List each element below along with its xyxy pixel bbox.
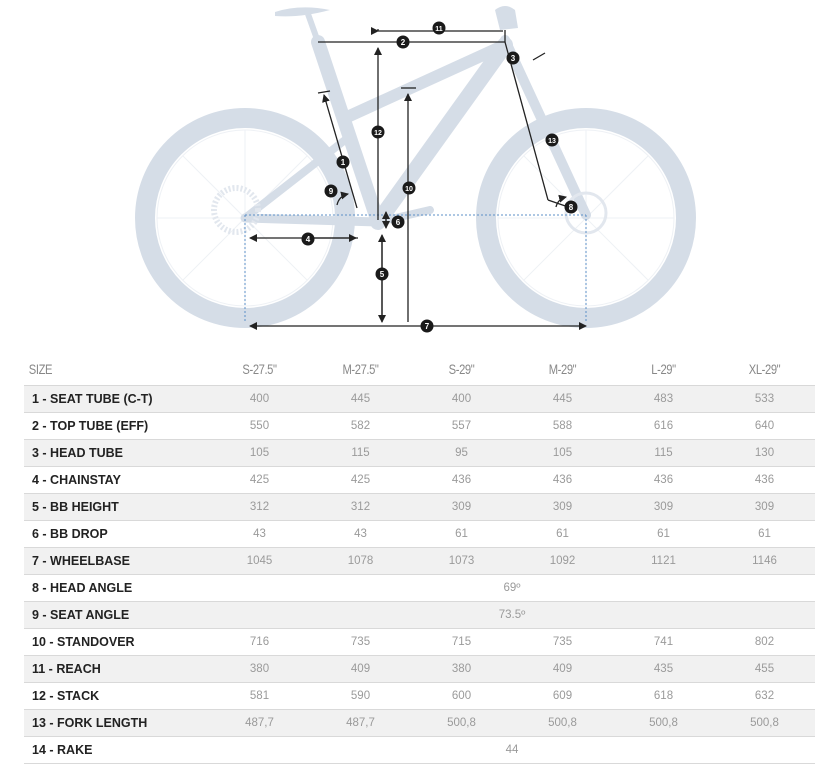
row-value: 309 [411, 494, 512, 521]
row-value: 500,8 [613, 710, 714, 737]
row-label: 9 - SEAT ANGLE [24, 602, 209, 629]
row-value: 409 [310, 656, 411, 683]
table-row [24, 386, 815, 413]
table-row [24, 467, 815, 494]
marker-3 [507, 52, 520, 65]
size-column-header: S-29" [421, 352, 502, 386]
marker-8 [565, 201, 578, 214]
row-value: 715 [411, 629, 512, 656]
marker-5 [376, 268, 389, 281]
row-value: 105 [512, 440, 613, 467]
row-value: 130 [714, 440, 815, 467]
size-header: SIZE [24, 352, 172, 386]
row-value: 105 [209, 440, 310, 467]
table-body [24, 386, 815, 764]
marker-4 [302, 233, 315, 246]
row-value: 425 [209, 467, 310, 494]
bike-geometry-diagram [0, 0, 840, 345]
row-value: 500,8 [714, 710, 815, 737]
row-value: 61 [613, 521, 714, 548]
row-value: 400 [209, 386, 310, 413]
row-label: 4 - CHAINSTAY [24, 467, 209, 494]
marker-1 [337, 156, 350, 169]
row-value: 533 [714, 386, 815, 413]
row-value: 445 [310, 386, 411, 413]
row-value: 741 [613, 629, 714, 656]
row-value: 115 [613, 440, 714, 467]
row-label: 6 - BB DROP [24, 521, 209, 548]
svg-text:6: 6 [395, 218, 401, 227]
table-row [24, 710, 815, 737]
row-value: 400 [411, 386, 512, 413]
row-value: 483 [613, 386, 714, 413]
row-value: 312 [209, 494, 310, 521]
svg-text:13: 13 [548, 138, 556, 145]
row-value: 582 [310, 413, 411, 440]
row-label: 12 - STACK [24, 683, 209, 710]
svg-text:11: 11 [435, 26, 443, 33]
svg-text:2: 2 [400, 38, 406, 47]
row-value: 61 [411, 521, 512, 548]
row-value: 500,8 [512, 710, 613, 737]
size-column-header: XL-29" [724, 352, 805, 386]
svg-text:5: 5 [379, 270, 385, 279]
row-label: 8 - HEAD ANGLE [24, 575, 209, 602]
table-row [24, 737, 815, 764]
size-column-header: S-27.5" [219, 352, 300, 386]
row-value: 435 [613, 656, 714, 683]
row-value: 616 [613, 413, 714, 440]
svg-text:10: 10 [405, 186, 413, 193]
row-value: 455 [714, 656, 815, 683]
row-value: 600 [411, 683, 512, 710]
size-column-header: L-29" [623, 352, 704, 386]
row-value: 61 [714, 521, 815, 548]
row-value: 436 [512, 467, 613, 494]
row-value: 425 [310, 467, 411, 494]
svg-text:1: 1 [340, 158, 346, 167]
row-value: 1146 [714, 548, 815, 575]
row-value: 1092 [512, 548, 613, 575]
row-value: 380 [209, 656, 310, 683]
table-row [24, 575, 815, 602]
row-shared-value: 69º [209, 575, 815, 602]
row-value: 95 [411, 440, 512, 467]
row-label: 13 - FORK LENGTH [24, 710, 209, 737]
row-value: 500,8 [411, 710, 512, 737]
row-value: 436 [411, 467, 512, 494]
geometry-table [24, 352, 815, 764]
row-value: 309 [512, 494, 613, 521]
row-value: 609 [512, 683, 613, 710]
row-value: 590 [310, 683, 411, 710]
row-value: 487,7 [209, 710, 310, 737]
svg-text:4: 4 [305, 235, 311, 244]
table-header-row [24, 352, 815, 386]
row-value: 445 [512, 386, 613, 413]
table-row [24, 440, 815, 467]
row-value: 802 [714, 629, 815, 656]
table-row [24, 629, 815, 656]
marker-7 [421, 320, 434, 333]
row-value: 436 [613, 467, 714, 494]
row-value: 61 [512, 521, 613, 548]
row-value: 1078 [310, 548, 411, 575]
row-value: 735 [512, 629, 613, 656]
row-value: 309 [714, 494, 815, 521]
row-value: 550 [209, 413, 310, 440]
svg-text:7: 7 [424, 322, 430, 331]
row-value: 43 [209, 521, 310, 548]
table-row [24, 413, 815, 440]
row-value: 557 [411, 413, 512, 440]
marker-9 [325, 185, 338, 198]
row-label: 3 - HEAD TUBE [24, 440, 209, 467]
svg-text:12: 12 [374, 130, 382, 137]
marker-12 [372, 126, 385, 139]
row-value: 632 [714, 683, 815, 710]
row-label: 1 - SEAT TUBE (C-T) [24, 386, 209, 413]
svg-text:3: 3 [510, 54, 516, 63]
row-value: 735 [310, 629, 411, 656]
row-label: 7 - WHEELBASE [24, 548, 209, 575]
row-value: 618 [613, 683, 714, 710]
row-value: 115 [310, 440, 411, 467]
row-value: 1121 [613, 548, 714, 575]
svg-text:9: 9 [328, 187, 334, 196]
row-label: 11 - REACH [24, 656, 209, 683]
row-value: 43 [310, 521, 411, 548]
row-value: 309 [613, 494, 714, 521]
marker-6 [392, 216, 405, 229]
row-value: 487,7 [310, 710, 411, 737]
row-value: 380 [411, 656, 512, 683]
row-label: 14 - RAKE [24, 737, 209, 764]
row-value: 409 [512, 656, 613, 683]
bike-silhouette [145, 6, 686, 318]
size-column-header: M-27.5" [320, 352, 401, 386]
table-row [24, 521, 815, 548]
table-row [24, 602, 815, 629]
svg-text:8: 8 [568, 203, 574, 212]
row-value: 1045 [209, 548, 310, 575]
row-shared-value: 44 [209, 737, 815, 764]
row-value: 1073 [411, 548, 512, 575]
row-label: 5 - BB HEIGHT [24, 494, 209, 521]
row-value: 588 [512, 413, 613, 440]
size-column-header: M-29" [522, 352, 603, 386]
table-row [24, 683, 815, 710]
marker-10 [403, 182, 416, 195]
row-value: 581 [209, 683, 310, 710]
table-row [24, 548, 815, 575]
table-row [24, 494, 815, 521]
table-row [24, 656, 815, 683]
marker-2 [397, 36, 410, 49]
row-value: 436 [714, 467, 815, 494]
row-label: 10 - STANDOVER [24, 629, 209, 656]
row-value: 716 [209, 629, 310, 656]
row-shared-value: 73.5º [209, 602, 815, 629]
row-value: 640 [714, 413, 815, 440]
row-label: 2 - TOP TUBE (EFF) [24, 413, 209, 440]
row-value: 312 [310, 494, 411, 521]
marker-13 [546, 134, 559, 147]
marker-11 [433, 22, 446, 35]
